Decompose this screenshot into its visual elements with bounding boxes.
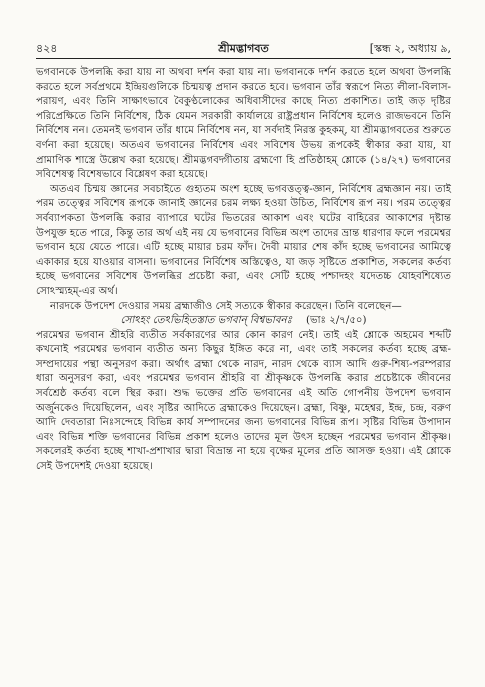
paragraph-4: পরমেশ্বর ভগবান শ্রীহরি ব্যতীত সর্বকারণের আর কোন কারণ নেই। তাই এই শ্লোকে অহমেব শব্দটি কখনোই পরমেশ্বর ভগবান ব্যতীত অন্য কিছুর ইঙ্গিত করে না, এবং তাই সকলের কর্তব্য হচ্ছে ব্রহ্ম-সম্প্রদায়ের পন্থা অনুসরণ করা। অর্থাৎ ব্রহ্মা থেকে নারদ, নারদ থেকে ব্যাস আদি গুরু-শিষ্য-পরম্পরার ধারা অনুসরণ করা, এবং পরমেশ্বর ভগবান শ্রীহরি বা শ্রীকৃষ্ণকে উপলব্ধি করার প্রচেষ্টাকে জীবনের সর্বশ্রেষ্ঠ কর্তব্য বলে স্থির করা। শুদ্ধ ভক্তের প্রতি ভগবানের এই অতি গোপনীয় উপদেশ ভগবান অর্জুনকেও দিয়েছিলেন, এবং সৃষ্টির আদিতে ব্রহ্মাকেও দিয়েছেন। ব্রহ্মা, বিষ্ণু, মহেশ্বর, ইন্দ্র, চন্দ্র, বরুণ আদি দেবতারা নিঃসন্দেহে বিভিন্ন কার্য সম্পাদনের জন্য ভগবানের বিভিন্ন রূপ। সৃষ্টির বিভিন্ন উপাদান এবং বিভিন্ন শক্তি ভগবানের বিভিন্ন প্রকাশ হলেও তাদের মূল উৎস হচ্ছেন পরমেশ্বর ভগবান শ্রীকৃষ্ণ। সকলেরই কর্তব্য হচ্ছে শাখা-প্রশাখার দ্বারা বিভ্রান্ত না হয়ে বৃক্ষের মূলের প্রতি আসক্ত হওয়া। এই শ্লোকে সেই উপদেশই দেওয়া হয়েছে।: [36, 329, 451, 473]
paragraph-2: অতএব চিন্ময় জ্ঞানের সবচাইতে গুহ্যতম অংশ হচ্ছে ভগবত্তত্ত্ব-জ্ঞান, নির্বিশেষ ব্রহ্মজ্ঞান নয়। তাই পরম তত্ত্বের সবিশেষ রূপকে জানাই জ্ঞানের চরম লক্ষ্য হওয়া উচিত, নির্বিশেষ রূপ নয়। পরম তত্ত্বের সর্বব্যাপকতা উপলব্ধি করার ব্যাপারে ঘটের ভিতরের আকাশ এবং ঘটের বাহিরের আকাশের দৃষ্টান্ত উপযুক্ত হতে পারে, কিন্তু তার অর্থ এই নয় যে ভগবানের বিভিন্ন অংশ তাদের ভ্রান্ত ধারণার ফলে পরমেশ্বর ভগবান হয়ে যেতে পারে। এটি হচ্ছে মায়ার চরম ফাঁদ। দৈবী মায়ার শেষ কাঁদ হচ্ছে ভগবানের আমিত্বে একাকার হয়ে যাওয়ার বাসনা। ভগবানের নির্বিশেষ অস্তিত্বেও, যা জড় সৃষ্টিতে প্রকাশিত, সকলের কর্তব্য হচ্ছে ভগবানের সবিশেষ উপলব্ধির প্রচেষ্টা করা, এবং সেটি হচ্ছে পশ্চাদহং যদেতচ্চ যোহবশিষ্যেত সোঽস্ম্যহম্-এর অর্থ।: [36, 183, 451, 297]
page-header: [36, 40, 451, 58]
page-number: ৪২৪: [36, 42, 58, 55]
chapter-reference: [স্কন্ধ ২, অধ্যায় ৯,: [369, 42, 451, 55]
header-divider: [36, 58, 451, 59]
page-body: [36, 66, 451, 475]
book-title: শ্রীমদ্ভাগবত: [218, 42, 269, 55]
verse-quote: [36, 314, 451, 329]
paragraph-3: নারদকে উপদেশ দেওয়ার সময় ব্রহ্মাজীও সেই সত্যকে স্বীকার করেছেন। তিনি বলেছেন—: [50, 300, 402, 312]
verse-reference: (ভাঃ ২/৭/৫০): [306, 315, 367, 327]
paragraph-1: ভগবানকে উপলব্ধি করা যায় না অথবা দর্শন করা যায় না। ভগবানকে দর্শন করতে হলে অথবা উপলব্ধি করতে হলে সর্বপ্রথমে ইন্দ্রিয়গুলিকে চিন্ময়ত্ব প্রদান করতে হবে। ভগবান তাঁর স্বরূপে নিত্য লীলা-বিলাস-পরায়ণ, এবং তিনি সাক্ষাৎভাবে বৈকুণ্ঠলোকের অধিবাসীদের কাছে নিত্য প্রকাশিত। তাই জড় দৃষ্টির পরিপ্রেক্ষিতে তিনি নির্বিশেষ, ঠিক যেমন সরকারী কার্যালয়ে রাষ্ট্রপ্রধান নির্বিশেষ হলেও রাজভবনে তিনি নির্বিশেষ নন। তেমনই ভগবান তাঁর ধামে নির্বিশেষ নন, যা সর্বদাই নিরস্ত কুহকম্, যা শ্রীমদ্ভাগবতের শুরুতে বর্ণনা করা হয়েছে। অতএব ভগবানের নির্বিশেষ এবং সবিশেষ উভয় রূপকেই স্বীকার করা যায়, যা প্রামাণিক শাস্ত্রে উল্লেখ করা হয়েছে। শ্রীমদ্ভগবদ্গীতায় ব্রহ্মণো হি প্রতিষ্ঠাহম্ শ্লোকে (১৪/২৭) ভগবানের সবিশেষত্ব বিশেষভাবে বিশ্লেষণ করা হয়েছে।: [36, 67, 451, 181]
verse-text: সোঽহং তেঽভিহিতস্তাত ভগবান্ বিশ্বভাবনঃ: [120, 315, 293, 327]
